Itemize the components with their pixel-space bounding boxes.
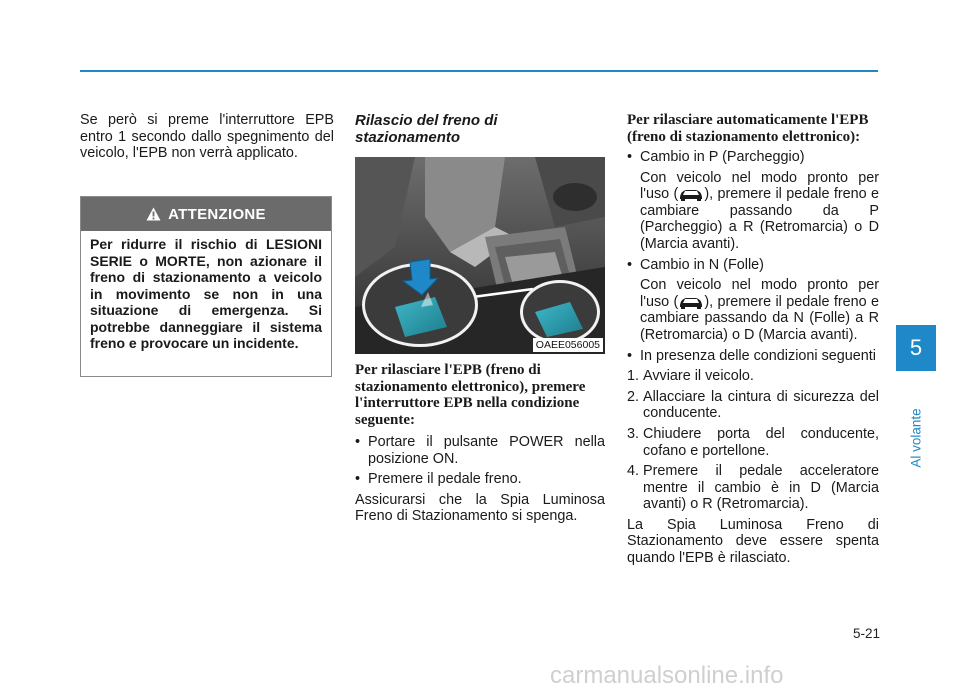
warning-box (80, 196, 332, 377)
section-title: Rilascio del freno di stazionamento (355, 112, 498, 146)
p-shift-paragraph: Con veicolo nel modo pronto per l'uso ( ), premere il pedale freno e cambiare passando da P (Parcheggio) a R (Retromarcia) o D (Marcia avanti). (640, 169, 880, 252)
closing-paragraph: Assicurarsi che la Spia Luminosa Freno di Stazionamento si spenga. (355, 491, 605, 525)
warning-text: Per ridurre il rischio di LESIONI SERIE o MORTE, non azionare il freno di stazionamento a veicolo in movimento se non in una situazione di emergenza. Si potrebbe danneggiare il sistema freno e provocare un incidente. (90, 236, 322, 351)
step-item: 3. Chiudere porta del conducente, cofano e portellone. (627, 425, 879, 459)
closing-paragraph: La Spia Luminosa Freno di Stazionamento deve essere spenta quando l'EPB è rilasciato. (627, 516, 879, 567)
console-illustration (355, 157, 605, 354)
step-item: 1. Avviare il veicolo. (627, 368, 754, 385)
n-shift-paragraph: Con veicolo nel modo pronto per l'uso ( ), premere il pedale freno e cambiare passando da N (Folle) a R (Retromarcia) o D (Marcia avanti). (640, 277, 880, 343)
list-item: • Premere il pedale freno. (355, 471, 522, 488)
chapter-tab: 5 (896, 325, 936, 371)
step-item: 4. Premere il pedale acceleratore mentre il cambio è in D (Marcia avanti) o R (Retromarcia). (627, 463, 879, 513)
chapter-label: Al volante (908, 408, 924, 468)
warning-heading: ATTENZIONE (168, 205, 266, 223)
column-right (627, 112, 879, 567)
column-middle (355, 112, 605, 154)
figure-code: OAEE056005 (533, 338, 603, 352)
list-item: • Cambio in N (Folle) (627, 256, 764, 273)
step-item: 2. Allacciare la cintura di sicurezza del conducente. (627, 388, 879, 422)
auto-release-heading: Per rilasciare automaticamente l'EPB (freno di stazionamento elettronico): (627, 112, 869, 145)
top-rule (80, 70, 878, 72)
release-heading: Per rilasciare l'EPB (freno di stazionamento elettronico), premere l'interruttore EPB nella condizione seguente: (355, 362, 586, 428)
list-item: • In presenza delle condizioni seguenti (627, 347, 877, 364)
column-middle-lower (355, 362, 605, 525)
ready-car-icon (678, 186, 704, 202)
list-item: • Portare il pulsante POWER nella posizione ON. (355, 434, 605, 467)
page-number: 5-21 (852, 626, 880, 641)
intro-paragraph: Se però si preme l'interruttore EPB entro 1 secondo dallo spegnimento del veicolo, l'EPB non verrà applicato. (80, 112, 334, 162)
ready-car-icon (678, 294, 704, 310)
column-left (80, 112, 334, 162)
watermark: carmanualsonline.info (550, 662, 784, 689)
epb-switch-photo (355, 157, 605, 354)
warning-header (81, 197, 331, 231)
warning-triangle-icon (146, 207, 161, 221)
list-item: • Cambio in P (Parcheggio) (627, 149, 805, 165)
